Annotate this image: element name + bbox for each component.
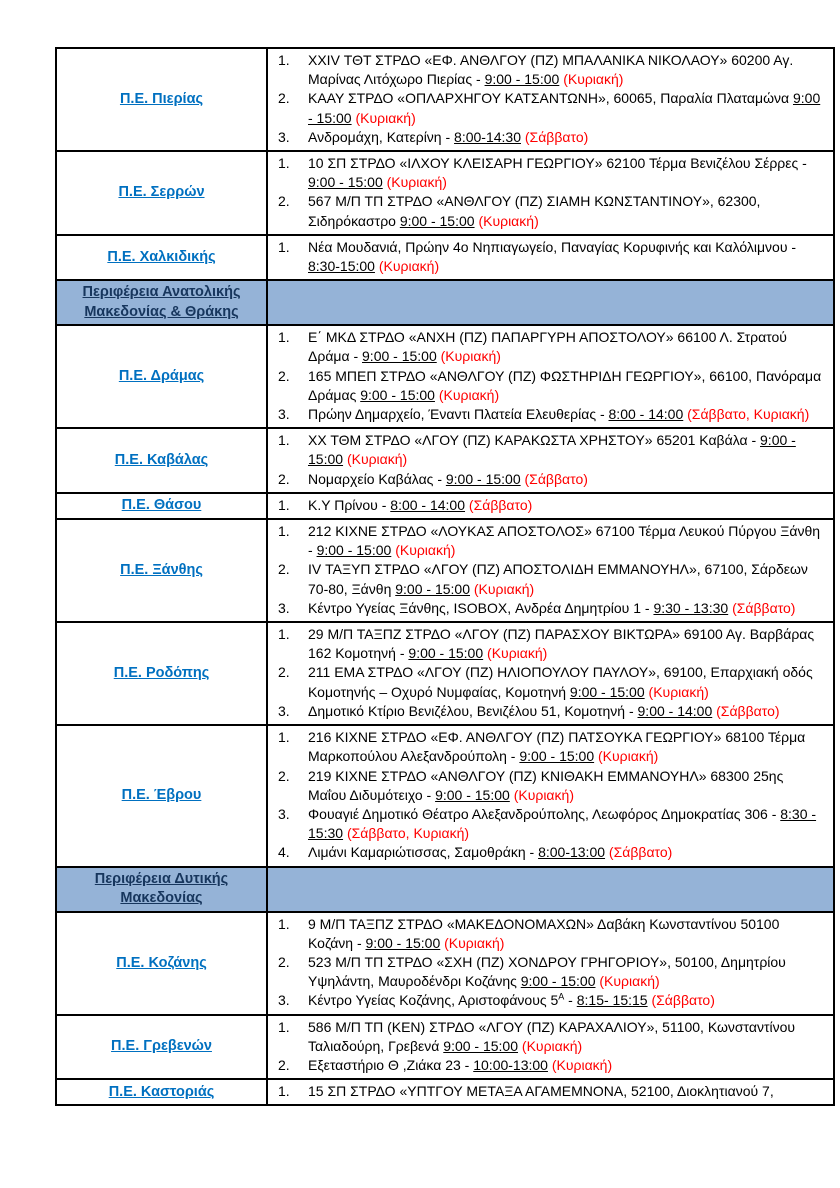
hours-text: 8:15- 15:15 [576,992,648,1009]
item-text [308,915,825,953]
item-text [308,560,825,598]
location-list-item [276,328,825,366]
item-text [308,1056,825,1075]
location-text: 212 ΚΙΧΝΕ ΣΤΡΔΟ «ΛΟΥΚΑΣ ΑΠΟΣΤΟΛΟΣ» 67100 Τέρμα Λευκού Πύργου Ξάνθη - [308,523,821,559]
location-text: 211 ΕΜΑ ΣΤΡΔΟ «ΛΓΟΥ (ΠΖ) ΗΛΙΟΠΟΥΛΟΥ ΠΑΥΛΟΥ», 69100, Επαρχιακή οδός Κομοτηνής – Οχυρό Νυμφαίας, Κομοτηνή [308,664,813,700]
day-text: (Κυριακή) [599,973,660,990]
item-text [308,522,825,560]
hours-text: 8:30 - 15:30 [308,805,817,842]
table-row [57,520,833,623]
item-number: 1. [278,1018,290,1035]
hours-text: 9:00 - 15:00 [360,386,435,403]
item-number: 4. [278,844,290,861]
item-text [308,702,825,721]
item-number: 1. [278,1083,290,1100]
region-name-cell [57,494,268,518]
location-list-item [276,1018,825,1056]
day-text: (Κυριακή) [521,1037,583,1054]
hours-text: 9:30 - 13:30 [653,599,729,616]
item-number: 3. [278,702,290,719]
day-text: (Σάββατο) [651,992,715,1009]
section-empty-cell [268,281,833,324]
location-list-item [276,496,825,515]
item-number: 3. [278,992,290,1009]
region-name-label: Π.Ε. Κοζάνης [116,954,207,971]
item-text [308,238,825,276]
item-text [308,328,825,366]
region-name-label: Π.Ε. Ξάνθης [120,562,203,579]
item-number: 2. [278,767,290,784]
location-text: Πρώην Δημαρχείο, Έναντι Πλατεία Ελευθερίας - [308,406,609,423]
item-number: 2. [278,953,290,970]
hours-text: 9:00 - 15:00 [308,90,821,126]
region-name-label: Π.Ε. Σερρών [118,184,205,201]
hours-text: 8:30-15:00 [308,258,375,275]
location-text: 9 Μ/Π ΤΑΞΠΖ ΣΤΡΔΟ «ΜΑΚΕΔΟΝΟΜΑΧΩΝ» Δαβάκη Κωνσταντίνου 50100 Κοζάνη - [308,915,780,951]
region-name-cell [57,49,268,150]
location-text: Κέντρο Υγείας Ξάνθης, ISOBOX, Ανδρέα Δημητρίου 1 - [308,599,654,616]
section-empty-cell [268,868,833,911]
location-text: 15 ΣΠ ΣΤΡΔΟ «ΥΠΤΓΟΥ ΜΕΤΑΞΑ ΑΓΑΜΕΜΝΟΝΑ, 52100, Διοκλητιανού 7, [308,1083,774,1100]
section-header-row [57,281,833,326]
section-header-label: Περιφέρεια Δυτικής Μακεδονίας [94,870,229,907]
hours-text: 8:00-14:30 [454,128,521,145]
location-list-item [276,128,825,147]
item-number: 1. [278,52,290,68]
locations-cell [268,726,833,865]
location-list-item [276,991,825,1010]
location-text: 219 ΚΙΧΝΕ ΣΤΡΔΟ «ΑΝΘΛΓΟΥ (ΠΖ) ΚΝΙΘΑΚΗ ΕΜΜΑΝΟΥΗΛ» 68300 25ης Μαΐου Διδυμότειχο - [308,767,784,803]
hours-text: 9:00 - 15:00 [408,645,484,662]
item-text [308,367,825,405]
day-text: (Σάββατο, Κυριακή) [346,825,470,842]
item-number: 3. [278,128,290,145]
location-text: 29 Μ/Π ΤΑΞΠΖ ΣΤΡΔΟ «ΛΓΟΥ (ΠΖ) ΠΑΡΑΣΧΟΥ ΒΙΚΤΩΡΑ» 69100 Αγ. Βαρβάρας 162 Κομοτηνή - [308,626,815,662]
item-number: 2. [278,90,290,107]
item-number: 2. [278,367,290,384]
section-header-cell [57,281,268,324]
table-row [57,494,833,520]
table-row [57,1080,833,1106]
location-list-item [276,1056,825,1075]
item-text [308,496,825,515]
table-row [57,49,833,152]
region-name-cell [57,913,268,1014]
location-list-item [276,405,825,424]
item-text [308,805,825,843]
day-text: (Σάββατο) [468,496,533,513]
day-text: (Κυριακή) [378,258,440,275]
location-text: Ε΄ ΜΚΔ ΣΤΡΔΟ «ΑΝΧΗ (ΠΖ) ΠΑΠΑΡΓΥΡΗ ΑΠΟΣΤΟΛΟΥ» 66100 Λ. Στρατού Δράμα - [308,329,787,365]
locations-cell [268,913,833,1014]
locations-cell [268,520,833,621]
location-text: 10 ΣΠ ΣΤΡΔΟ «ΙΛΧΟΥ ΚΛΕΙΣΑΡΗ ΓΕΩΡΓΙΟΥ» 62100 Τέρμα Βενιζέλου Σέρρες - [308,155,807,172]
locations-cell [268,152,833,234]
region-name-label: Π.Ε. Θάσου [121,497,202,514]
table-row [57,152,833,236]
day-text: (Σάββατο, Κυριακή) [687,406,810,423]
hours-text: 9:00 - 15:00 [443,1037,519,1054]
hours-text: 9:00 - 15:00 [316,542,392,559]
location-text: ΧΧ ΤΘΜ ΣΤΡΔΟ «ΛΓΟΥ (ΠΖ) ΚΑΡΑΚΩΣΤΑ ΧΡΗΣΤΟΥ» 65201 Καβάλα - [308,432,761,449]
item-number: 3. [278,599,290,616]
location-text: ΚΑΑΥ ΣΤΡΔΟ «ΟΠΛΑΡΧΗΓΟΥ ΚΑΤΣΑΝΤΩΝΗ», 60065, Παραλία Πλαταμώνα [308,90,793,107]
locations-cell [268,494,833,518]
day-text: (Κυριακή) [444,934,505,951]
item-number: 2. [278,1056,290,1073]
day-text: (Κυριακή) [473,580,535,597]
item-number: 3. [278,406,290,423]
table-row [57,429,833,494]
location-text: Δημοτικό Κτίριο Βενιζέλου, Βενιζέλου 51, Κομοτηνή - [308,702,638,719]
location-text: 586 Μ/Π ΤΠ (ΚΕΝ) ΣΤΡΔΟ «ΛΓΟΥ (ΠΖ) ΚΑΡΑΧΑΛΙΟΥ», 51100, Κωνσταντίνου Ταλιαδούρη, Γρεβενά [308,1018,796,1054]
item-number: 1. [278,915,290,932]
item-number: 1. [278,523,290,540]
hours-text: 10:00-13:00 [473,1056,548,1073]
region-name-cell [57,520,268,621]
day-text: (Κυριακή) [438,386,500,403]
location-list-item [276,767,825,805]
hours-text: 9:00 - 15:00 [569,683,645,700]
region-name-label: Π.Ε. Καβάλας [114,452,209,469]
item-text [308,154,825,192]
item-text [308,625,825,663]
item-text [308,599,825,618]
day-text: (Κυριακή) [355,109,416,126]
hours-text: 8:00-13:00 [538,844,606,861]
item-number: 1. [278,432,290,449]
hours-text: 9:00 - 15:00 [365,934,441,951]
region-name-label: Π.Ε. Ροδόπης [113,665,210,682]
location-text: Φουαγιέ Δημοτικό Θέατρο Αλεξανδρούπολης, Λεωφόρος Δημοκρατίας 306 - [308,805,781,822]
item-number: 1. [278,626,290,643]
day-text: (Κυριακή) [440,348,501,365]
region-name-cell [57,623,268,724]
item-text [308,728,825,766]
day-text: (Σάββατο) [608,844,673,861]
location-list-item [276,238,825,276]
day-text: (Κυριακή) [598,748,659,765]
hours-text: 9:00 - 15:00 [308,432,796,468]
location-text: XXIV ΤΘΤ ΣΤΡΔΟ «ΕΦ. ΑΝΘΛΓΟΥ (ΠΖ) ΜΠΑΛΑΝΙΚΑ ΝΙΚΟΛΑΟΥ» 60200 Αγ. Μαρίνας Λιτόχωρο Πιερίας - [308,52,794,88]
location-text: 567 Μ/Π ΤΠ ΣΤΡΔΟ «ΑΝΘΛΓΟΥ (ΠΖ) ΣΙΑΜΗ ΚΩΝΣΤΑΝΤΙΝΟΥ», 62300, Σιδηρόκαστρο [308,193,761,229]
superscript-text: Α [558,991,565,1002]
location-text: Κ.Υ Πρίνου - [308,496,391,513]
hours-text: 9:00 - 14:00 [637,702,713,719]
day-text: (Κυριακή) [648,683,709,700]
region-name-cell [57,326,268,427]
table-row [57,236,833,281]
item-number: 1. [278,238,290,255]
location-list-item [276,728,825,766]
location-list-item [276,89,825,127]
hours-text: 9:00 - 15:00 [484,71,560,88]
item-text [308,405,825,424]
locations-cell [268,1080,833,1104]
locations-cell [268,236,833,279]
location-list-item [276,599,825,618]
locations-cell [268,49,833,150]
region-name-label: Π.Ε. Καστοριάς [108,1083,215,1100]
item-text [308,843,825,862]
location-list-item [276,522,825,560]
region-name-label: Π.Ε. Γρεβενών [111,1038,212,1055]
location-list-item [276,154,825,192]
location-text: Λιμάνι Καμαριώτισσας, Σαμοθράκη - [308,844,539,861]
table-row [57,913,833,1016]
day-text: (Κυριακή) [386,174,447,191]
location-text: Κέντρο Υγείας Κοζάνης, Αριστοφάνους 5 [308,992,559,1009]
location-text: Εξεταστήριο Θ ,Ζιάκα 23 - [308,1056,474,1073]
hours-text: 9:00 - 15:00 [435,786,510,803]
region-name-label: Π.Ε. Έβρου [121,787,202,804]
locations-cell [268,429,833,492]
hours-text: 9:00 - 15:00 [308,174,383,191]
item-number: 1. [278,329,290,346]
location-list-item [276,470,825,489]
region-name-label: Π.Ε. Χαλκιδικής [107,249,216,266]
day-text: (Κυριακή) [513,786,574,803]
location-list-item [276,663,825,701]
item-number: 1. [278,496,290,513]
item-text [308,1018,825,1056]
day-text: (Σάββατο) [716,702,780,719]
item-text [308,192,825,230]
location-list-item [276,560,825,598]
locations-cell [268,623,833,724]
day-text: (Κυριακή) [551,1056,613,1073]
location-list-item [276,805,825,843]
hours-text: 9:00 - 15:00 [519,748,595,765]
table-row [57,326,833,429]
item-text [308,431,825,469]
day-text: (Σάββατο) [524,128,589,145]
location-text: Νομαρχείο Καβάλας - [308,470,446,487]
region-name-label: Π.Ε. Πιερίας [119,91,204,107]
region-name-label: Π.Ε. Δράμας [118,368,205,385]
location-list-item [276,953,825,991]
location-list-item [276,367,825,405]
section-header-label: Περιφέρεια Ανατολικής Μακεδονίας & Θράκης [82,284,241,320]
item-number: 1. [278,155,290,172]
section-header-cell [57,868,268,911]
item-text [308,128,825,147]
location-list-item [276,843,825,862]
location-text: 165 ΜΠΕΠ ΣΤΡΔΟ «ΑΝΘΛΓΟΥ (ΠΖ) ΦΩΣΤΗΡΙΔΗ ΓΕΩΡΓΙΟΥ», 66100, Πανόραμα Δράμας [308,367,822,403]
item-text [308,51,825,89]
item-text [308,663,825,701]
location-list-item [276,1082,825,1101]
table-row [57,623,833,726]
location-text: - [564,992,577,1009]
hours-text: 9:00 - 15:00 [399,212,475,229]
hours-text: 8:00 - 14:00 [608,406,684,423]
locations-cell [268,326,833,427]
location-list-item [276,192,825,230]
hours-text: 9:00 - 15:00 [445,470,521,487]
day-text: (Κυριακή) [346,451,408,468]
table-row [57,726,833,867]
item-text [308,1082,825,1101]
day-text: (Κυριακή) [563,71,624,88]
schedule-table [55,47,835,1106]
location-list-item [276,915,825,953]
location-list-item [276,431,825,469]
location-text: 216 ΚΙΧΝΕ ΣΤΡΔΟ «ΕΦ. ΑΝΘΛΓΟΥ (ΠΖ) ΠΑΤΣΟΥΚΑ ΓΕΩΡΓΙΟΥ» 68100 Τέρμα Μαρκοπούλου Αλεξανδρούπολη - [308,729,806,765]
region-name-cell [57,152,268,234]
location-text: Ανδρομάχη, Κατερίνη - [308,128,455,145]
region-name-cell [57,236,268,279]
item-number: 2. [278,470,290,487]
item-number: 2. [278,193,290,210]
item-number: 2. [278,561,290,578]
day-text: (Κυριακή) [478,212,539,229]
day-text: (Σάββατο) [732,599,796,616]
day-text: (Κυριακή) [395,542,456,559]
item-number: 1. [278,729,290,746]
item-text [308,470,825,489]
region-name-cell [57,1016,268,1079]
item-text [308,991,825,1010]
day-text: (Κυριακή) [487,645,548,662]
hours-text: 9:00 - 15:00 [362,348,437,365]
location-list-item [276,51,825,89]
hours-text: 8:00 - 14:00 [390,496,466,513]
item-number: 3. [278,805,290,822]
item-number: 2. [278,664,290,681]
section-header-row [57,868,833,913]
day-text: (Σάββατο) [524,470,588,487]
item-text [308,89,825,127]
item-text [308,953,825,991]
region-name-cell [57,726,268,865]
region-name-cell [57,429,268,492]
region-name-cell [57,1080,268,1104]
item-text [308,767,825,805]
location-text: 523 Μ/Π ΤΠ ΣΤΡΔΟ «ΣΧΗ (ΠΖ) ΧΟΝΔΡΟΥ ΓΡΗΓΟΡΙΟΥ», 50100, Δημητρίου Υψηλάντη, Μαυροδένδρι Κοζάνης [308,953,786,990]
locations-cell [268,1016,833,1079]
location-list-item [276,625,825,663]
table-row [57,1016,833,1081]
hours-text: 9:00 - 15:00 [520,973,596,990]
hours-text: 9:00 - 15:00 [395,580,470,597]
location-text: IV ΤΑΞΥΠ ΣΤΡΔΟ «ΛΓΟΥ (ΠΖ) ΑΠΟΣΤΟΛΙΔΗ ΕΜΜΑΝΟΥΗΛ», 67100, Σάρδεων 70-80, Ξάνθη [308,561,808,597]
location-text: Νέα Μουδανιά, Πρώην 4ο Νηπιαγωγείο, Παναγίας Κορυφινής και Καλόλιμνου - [308,238,797,255]
location-list-item [276,702,825,721]
